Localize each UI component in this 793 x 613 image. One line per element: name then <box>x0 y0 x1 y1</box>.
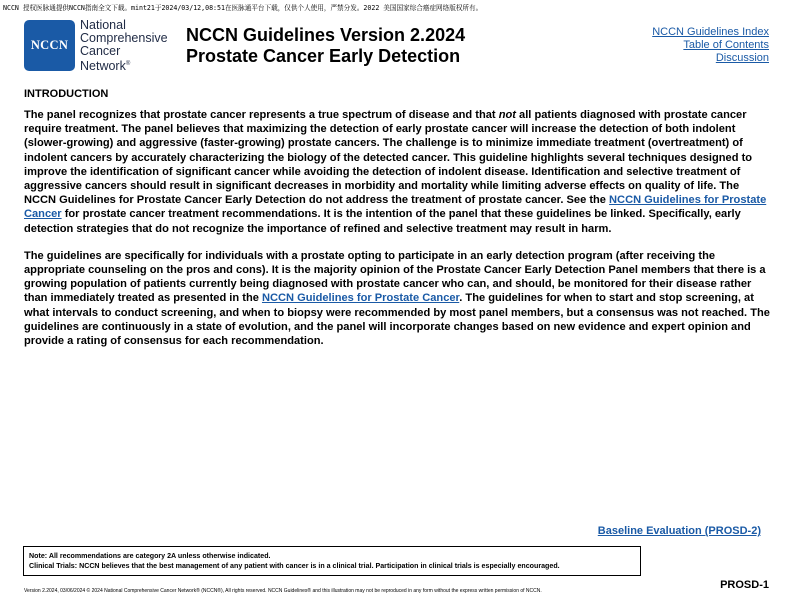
p1-text-a: The panel recognizes that prostate cancer represents a true spectrum of disease and that <box>24 109 499 121</box>
logo-text: NCCN <box>30 38 69 52</box>
org-line-3: Cancer <box>80 44 121 58</box>
title-line-1: NCCN Guidelines Version 2.2024 <box>186 25 466 45</box>
note-clinical-trials: Clinical Trials: NCCN believes that the best management of any patient with cancer is in a clinical trial. Participation in clinical trials is especially encouraged. <box>29 562 560 570</box>
nccn-logo <box>24 20 75 71</box>
prostate-cancer-guidelines-link[interactable]: NCCN Guidelines for Prostate Cancer <box>24 194 767 221</box>
p1-text-c: for prostate cancer treatment recommendations. It is the intention of the panel that these guidelines be linked. Specifically, early detection strategies that do not recognize the importance of refined and selective treatment may result in harm. <box>24 208 741 235</box>
organization-name <box>80 19 168 73</box>
page-title <box>186 25 465 67</box>
org-line-4: Network <box>80 59 126 74</box>
page-code: PROSD-1 <box>720 579 769 591</box>
org-line-1: National <box>80 18 126 32</box>
top-navigation <box>652 26 769 65</box>
p1-text-b: all patients diagnosed with prostate cancer require treatment. The panel believes that maximizing the detection of early prostate cancer will increase the detection of both indolent (slower-growing) and aggressive (faster-growing) prostate cancers. The challenge is to minimize immediate treatment (overtreatment) of indolent cancers by accurately characterizing the biology of the detected cancer. This guideline highlights several techniques designed to improve the identification of significant cancer while avoiding the detection of indolent disease. Identification and selective treatment of aggressive cancers should result in significant decreases in morbidity and mortality while limiting adverse effects on quality of life. The NCCN Guidelines for Prostate Cancer Early Detection do not address the treatment of prostate cancer. See the <box>24 109 753 207</box>
registered-mark: ® <box>125 61 131 67</box>
copyright-footer: Version 2.2024, 03/06/2024 © 2024 National Comprehensive Cancer Network® (NCCN®), All rights reserved. NCCN Guidelines® and this illustration may not be reproduced in any form without the express written permission of NCCN. <box>24 588 542 594</box>
note-category: Note: All recommendations are category 2A unless otherwise indicated. <box>29 552 271 560</box>
discussion-link[interactable]: Discussion <box>715 52 769 64</box>
org-line-2: Comprehensive <box>80 31 168 45</box>
p2-text-a: The guidelines are specifically for individuals with a prostate opting to participate in an early detection program (after receiving the appropriate counseling on the pros and cons). It is the majority opinion of the Prostate Cancer Early Detection Panel members that there is a growing population of patients currently being diagnosed with prostate cancer who can, and should, be monitored for their disease rather than immediately treated as presented in the <box>24 249 766 305</box>
section-title: INTRODUCTION <box>24 88 109 100</box>
download-watermark: NCCN 授权医脉通提供NCCN指南全文下载。mint21于2024/03/12,08:51在医脉通平台下载，仅供个人使用，严禁分发。2022 美国国家综合癌症网络版权所有。 <box>3 4 483 12</box>
p2-text-b: . The guidelines for when to start and stop screening, at what intervals to conduct screening, and when to biopsy were recommended by most panel members, but a consensus was not reached. The guidelines are continuously in a state of evolution, and the panel will incorporate changes based on new evidence and expert opinion and provide a rating of consensus for each recommendation. <box>24 292 770 348</box>
introduction-content <box>24 108 772 361</box>
prostate-cancer-guidelines-link-2[interactable]: NCCN Guidelines for Prostate Cancer <box>261 292 460 305</box>
introduction-paragraph-1 <box>24 108 772 236</box>
introduction-paragraph-2 <box>24 249 772 348</box>
table-of-contents-link[interactable]: Table of Contents <box>683 39 769 51</box>
baseline-evaluation-link[interactable]: Baseline Evaluation (PROSD-2) <box>597 525 761 537</box>
note-box <box>23 546 641 576</box>
title-line-2: Prostate Cancer Early Detection <box>186 46 461 66</box>
guidelines-index-link[interactable]: NCCN Guidelines Index <box>652 26 769 38</box>
p1-emphasis-not: not <box>498 109 516 121</box>
